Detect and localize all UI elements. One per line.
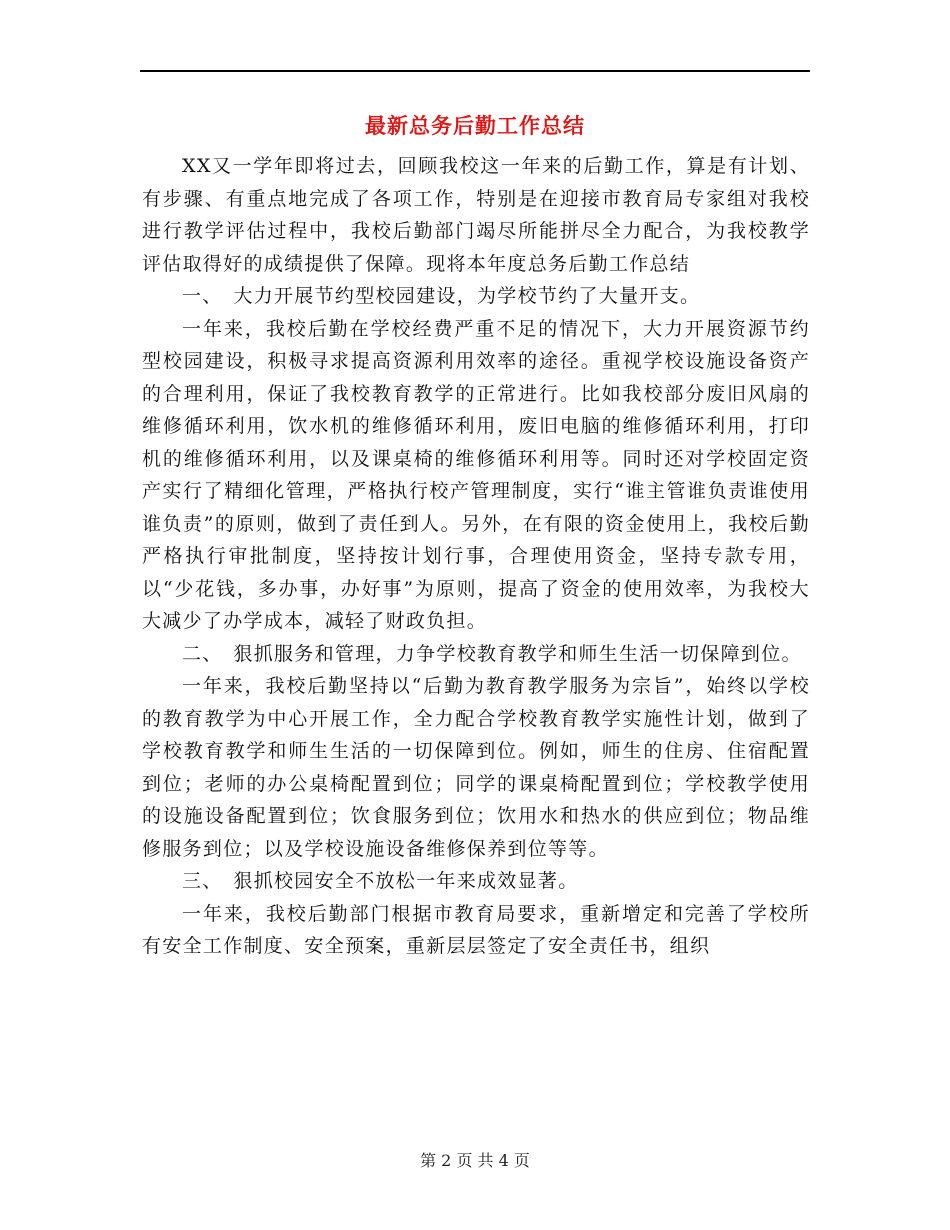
paragraph-section-1: 一年来，我校后勤在学校经费严重不足的情况下，大力开展资源节约型校园建设，积极寻求提高资源利用效率的途径。重视学校设施设备资产的合理利用，保证了我校教育教学的正常进行。比如我校部分废旧风扇的维修循环利用，饮水机的维修循环利用，废旧电脑的维修循环利用，打印机的维修循环利用，以及课桌椅的维修循环利用等。同时还对学校固定资产实行了精细化管理，严格执行校产管理制度，实行“谁主管谁负责谁使用谁负责”的原则，做到了责任到人。另外，在有限的资金使用上，我校后勤严格执行审批制度，坚持按计划行事，合理使用资金，坚持专款专用，以“少花钱，多办事，办好事”为原则，提高了资金的使用效率，为我校大大减少了办学成本，减轻了财政负担。: [142, 317, 810, 632]
section-heading-1: 一、 大力开展节约型校园建设，为学校节约了大量开支。: [182, 285, 701, 307]
section-heading-3: 三、 狠抓校园安全不放松一年来成效显著。: [182, 870, 579, 892]
paragraph-section-3: 一年来，我校后勤部门根据市教育局要求，重新增定和完善了学校所有安全工作制度、安全预案，重新层层签定了安全责任书，组织: [142, 902, 810, 957]
header-rule: [140, 70, 810, 72]
document-body: [142, 150, 810, 963]
page-number-label: 第 2 页 共 4 页: [420, 1151, 530, 1170]
paragraph-section-2: 一年来，我校后勤坚持以“后勤为教育教学服务为宗旨”，始终以学校的教育教学为中心开展工作，全力配合学校教育教学实施性计划，做到了学校教育教学和师生生活的一切保障到位。例如，师生的住房、住宿配置到位；老师的办公桌椅配置到位；同学的课桌椅配置到位；学校教学使用的设施设备配置到位；饮食服务到位；饮用水和热水的供应到位；物品维修服务到位；以及学校设施设备维修保养到位等等。: [142, 675, 810, 860]
page-footer: [0, 1150, 950, 1172]
paragraph-intro: XX又一学年即将过去，回顾我校这一年来的后勤工作，算是有计划、有步骤、有重点地完成了各项工作，特别是在迎接市教育局专家组对我校进行教学评估过程中，我校后勤部门竭尽所能拼尽全力配合，为我校教学评估取得好的成绩提供了保障。现将本年度总务后勤工作总结: [142, 155, 810, 275]
section-heading-2: 二、 狠抓服务和管理，力争学校教育教学和师生生活一切保障到位。: [182, 642, 802, 665]
document-title: 最新总务后勤工作总结: [365, 114, 585, 138]
